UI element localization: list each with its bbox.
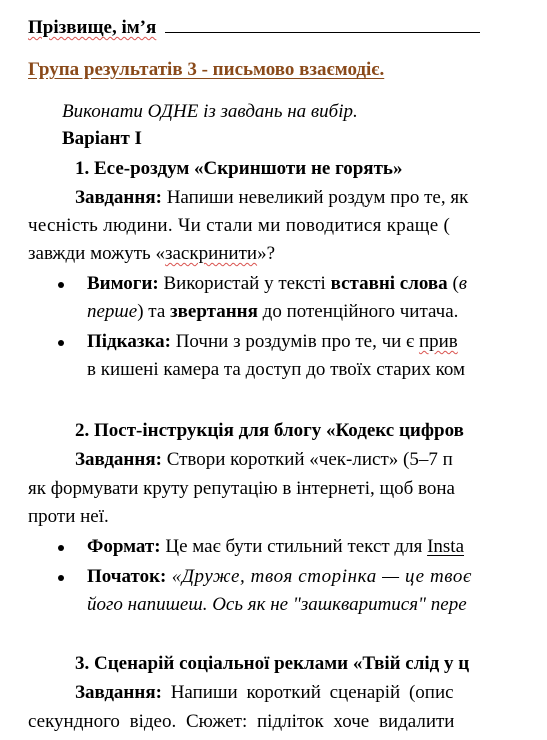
task1-assignment-line-1: Завдання: Напиши невеликий роздум про те, як [75, 187, 469, 208]
name-blank-line[interactable] [165, 14, 480, 33]
task2-assignment-line-3: проти неї. [28, 506, 109, 527]
task1-requirements-line-2: перше) та звертання до потенційного читача. [87, 301, 459, 322]
task1-requirements-line-1: Вимоги: Використай у тексті вставні слова (в [87, 273, 468, 294]
task1-hint-line-2: в кишені камера та доступ до твоїх старих ком [87, 359, 465, 380]
task1-assignment-line-3: завжди можуть «заскринити»? [28, 243, 275, 264]
instruction-text: Виконати ОДНЕ із завдань на вибір. [62, 101, 358, 122]
bullet-dot [58, 340, 64, 346]
bullet-dot [58, 545, 64, 551]
task1-requirements-label: Вимоги: [87, 273, 159, 294]
bullet-dot [58, 282, 64, 288]
task2-start-label: Початок: [87, 566, 167, 587]
name-field-row [28, 14, 480, 40]
task3-assignment-label: Завдання: [75, 682, 162, 703]
task1-assignment-label: Завдання: [75, 187, 162, 208]
task2-assignment-line-1: Завдання: Створи короткий «чек-лист» (5–7 п [75, 449, 453, 470]
task1-hint-label: Підказка: [87, 331, 171, 352]
task3-assignment-line-2: секундного відео. Сюжет: підліток хоче видалити [28, 711, 455, 732]
name-label: Прізвище, ім’я [28, 17, 157, 38]
group-title: Група результатів 3 - письмово взаємодіє. [28, 59, 385, 80]
task1-hint-line-1: Підказка: Почни з роздумів про те, чи є прив [87, 331, 458, 352]
task3-assignment-line-1: Завдання: Напиши короткий сценарій (опис [75, 682, 454, 703]
task2-start-line-2: його напишеш. Ось як не "зашкваритися" пере [87, 594, 467, 615]
task1-title: 1. Есе-роздум «Скриншоти не горять» [75, 158, 403, 179]
task3-title: 3. Сценарій соціальної реклами «Твій слід у ц [75, 653, 470, 674]
task2-format-line: Формат: Це має бути стильний текст для Insta [87, 536, 465, 557]
task2-title: 2. Пост-інструкція для блогу «Кодекс цифров [75, 420, 464, 441]
task2-assignment-label: Завдання: [75, 449, 162, 470]
task2-format-label: Формат: [87, 536, 161, 557]
task1-assignment-line-2: чесність людини. Чи стали ми поводитися краще ( [28, 215, 451, 236]
task2-assignment-line-2: як формувати круту репутацію в інтернеті, щоб вона [28, 478, 455, 499]
task2-start-line-1: Початок: «Друже, твоя сторінка — це твоє [87, 566, 472, 587]
variant-heading: Варіант I [62, 128, 142, 149]
bullet-dot [58, 575, 64, 581]
